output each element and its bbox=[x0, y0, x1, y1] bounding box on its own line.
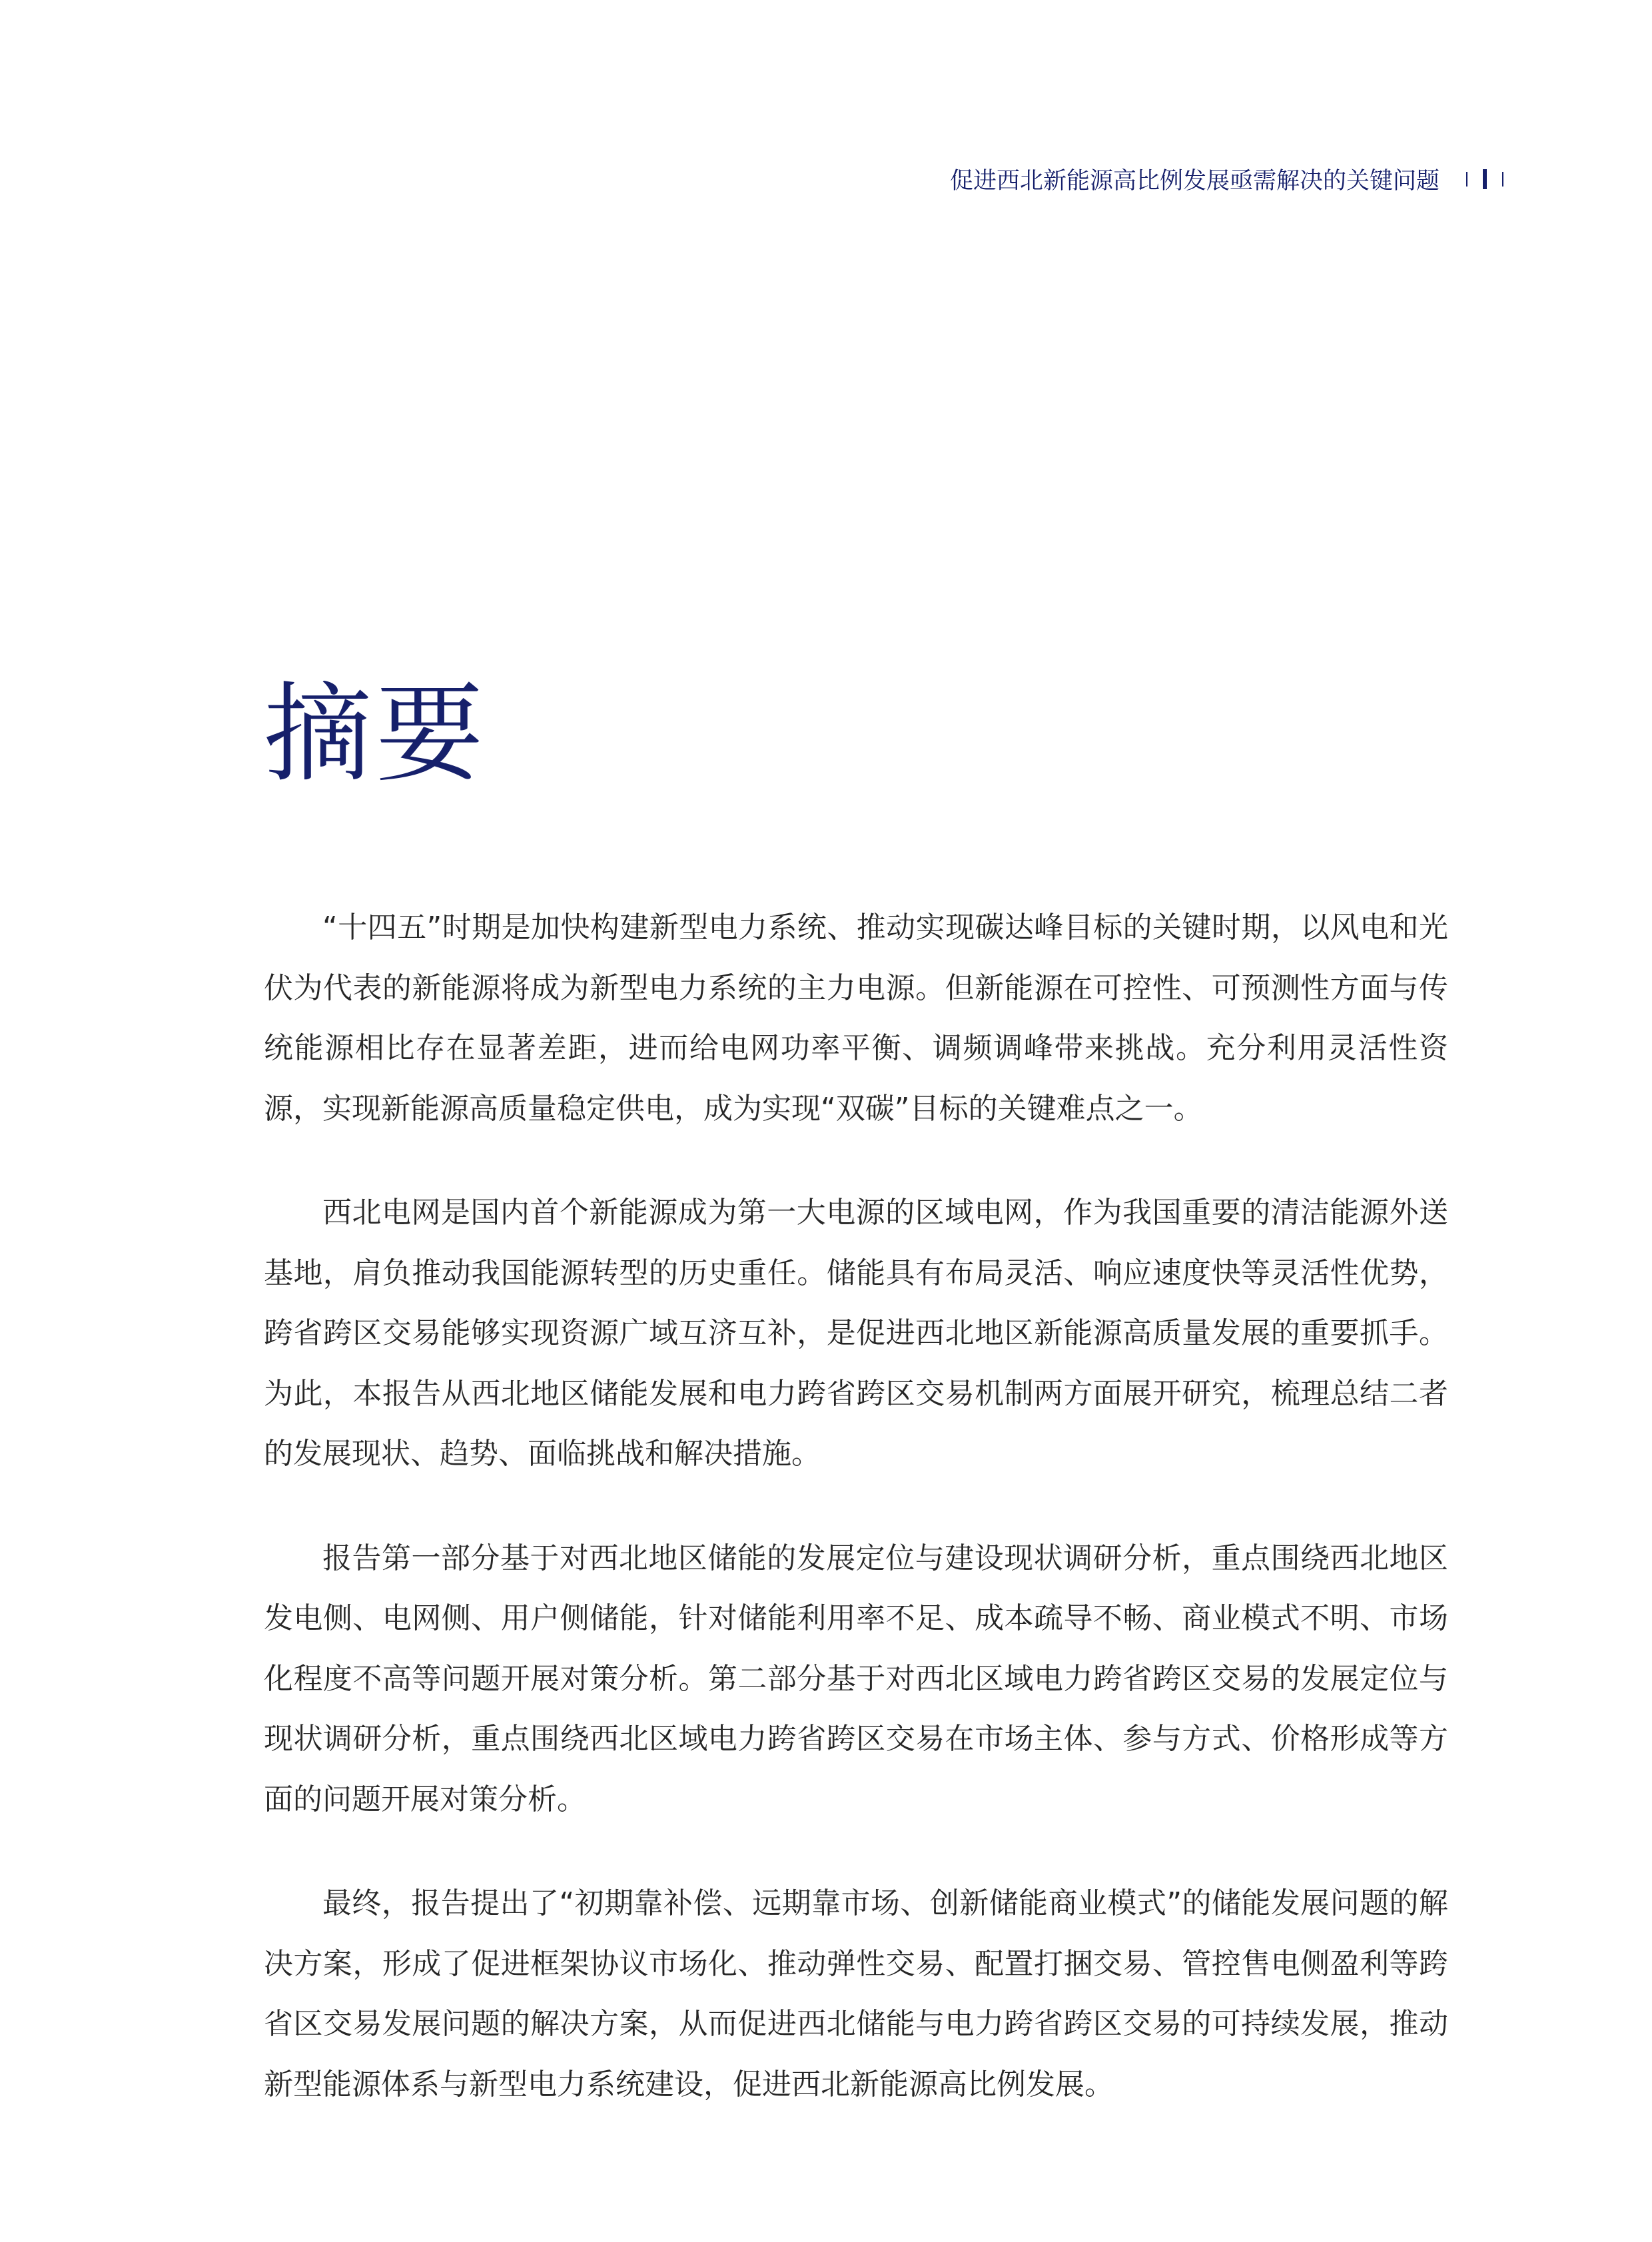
running-header bbox=[950, 163, 1503, 196]
page-number-right-rule bbox=[1502, 172, 1503, 187]
abstract-paragraph-1: “十四五”时期是加快构建新型电力系统、推动实现碳达峰目标的关键时期，以风电和光伏为代表的新能源将成为新型电力系统的主力电源。但新能源在可控性、可预测性方面与传统能源相比存在显著差距，进而给电网功率平衡、调频调峰带来挑战。充分利用灵活性资源，实现新能源高质量稳定供电，成为实现“双碳”目标的关键难点之一。 bbox=[264, 911, 1448, 1126]
abstract-paragraph-4: 最终，报告提出了“初期靠补偿、远期靠市场、创新储能商业模式”的储能发展问题的解决方案，形成了促进框架协议市场化、推动弹性交易、配置打捆交易、管控售电侧盈利等跨省区交易发展问题的解决方案，从而促进西北储能与电力跨省跨区交易的可持续发展，推动新型能源体系与新型电力系统建设，促进西北新能源高比例发展。 bbox=[264, 1886, 1448, 2101]
page-number-left-rule bbox=[1466, 172, 1467, 187]
page-number bbox=[1466, 169, 1503, 189]
running-header-title: 促进西北新能源高比例发展亟需解决的关键问题 bbox=[949, 168, 1440, 194]
abstract-paragraph-2: 西北电网是国内首个新能源成为第一大电源的区域电网，作为我国重要的清洁能源外送基地，肩负推动我国能源转型的历史重任。储能具有布局灵活、响应速度快等灵活性优势，跨省跨区交易能够实现资源广域互济互补，是促进西北地区新能源高质量发展的重要抓手。为此，本报告从西北地区储能发展和电力跨省跨区交易机制两方面展开研究，梳理总结二者的发展现状、趋势、面临挑战和解决措施。 bbox=[264, 1196, 1448, 1471]
abstract-paragraph-3: 报告第一部分基于对西北地区储能的发展定位与建设现状调研分析，重点围绕西北地区发电侧、电网侧、用户侧储能，针对储能利用率不足、成本疏导不畅、商业模式不明、市场化程度不高等问题开展对策分析。第二部分基于对西北区域电力跨省跨区交易的发展定位与现状调研分析，重点围绕西北区域电力跨省跨区交易在市场主体、参与方式、价格形成等方面的问题开展对策分析。 bbox=[264, 1541, 1448, 1816]
section-heading: 摘要 bbox=[264, 672, 488, 797]
abstract-body bbox=[264, 898, 1448, 2115]
page-number-roman-numeral bbox=[1483, 169, 1487, 189]
